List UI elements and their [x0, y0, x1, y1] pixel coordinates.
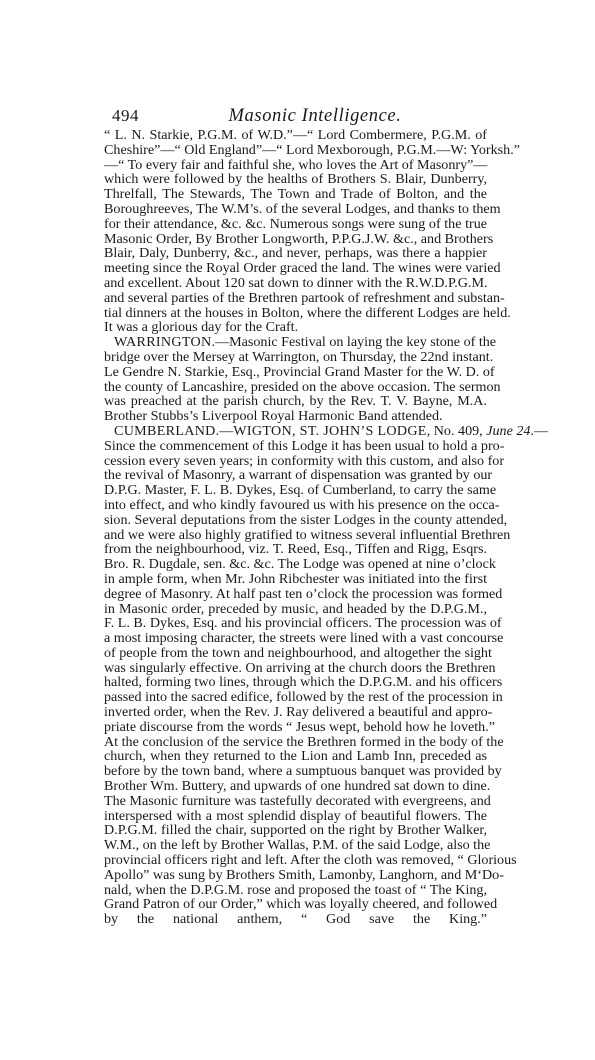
text-line: and excellent. About 120 sat down to dinner with the R.W.D.P.G.M.	[104, 274, 488, 291]
text-line: WARRINGTON.—Masonic Festival on laying the key stone of the	[114, 334, 497, 351]
styled-run: WIGTON, ST. JOHN’S LODGE	[233, 422, 427, 439]
text-line: degree of Masonry. At half past ten o’clock the procession was formed	[104, 585, 503, 602]
text-line: provincial officers right and left. After the cloth was removed, “ Glorious	[104, 852, 517, 869]
text-line: in ample form, when Mr. John Ribchester was initiated into the first	[104, 570, 487, 587]
text-line: W.M., on the left by Brother Wallas, P.M. of the said Lodge, also the	[104, 837, 491, 854]
text-line: It was a glorious day for the Craft.	[104, 319, 299, 336]
text-line: which were followed by the healths of Brothers S. Blair, Dunberry,	[104, 171, 487, 188]
text-line: Masonic Order, By Brother Longworth, P.P.G.J.W. &c., and Brothers	[104, 230, 494, 247]
text-line: and several parties of the Brethren partook of refreshment and substan-	[104, 289, 505, 306]
text-line: halted, forming two lines, through which the D.P.G.M. and his officers	[104, 674, 503, 691]
text-line: from the neighbourhood, viz. T. Reed, Esq., Tiffen and Rigg, Esqrs.	[104, 541, 487, 558]
text-line: D.P.G.M. filled the chair, supported on the right by Brother Walker,	[104, 822, 487, 839]
text-line: sion. Several deputations from the sister Lodges in the county attended,	[104, 511, 508, 528]
text-line: Grand Patron of our Order,” which was loyally cheered, and followed	[104, 896, 498, 913]
text-line: was singularly effective. On arriving at the church doors the Brethren	[104, 659, 496, 676]
styled-run: WARRINGTON	[114, 334, 212, 351]
text-line: church, when they returned to the Lion and Lamb Inn, preceded as	[104, 748, 487, 765]
text-line: Le Gendre N. Starkie, Esq., Provincial Grand Master for the W. D. of	[104, 363, 495, 380]
text-line: Bro. R. Dugdale, sen. &c. &c. The Lodge was opened at nine o’clock	[104, 556, 496, 573]
text-line: was preached at the parish church, by the Rev. T. V. Bayne, M.A.	[104, 393, 487, 410]
text-line: Apollo” was sung by Brothers Smith, Lamonby, Langhorn, and M‘Do-	[104, 866, 504, 883]
page-number: 494	[112, 106, 139, 125]
text-line: CUMBERLAND.—WIGTON, ST. JOHN’S LODGE, No. 409, June 24.—	[114, 422, 549, 439]
text-line: cession every seven years; in conformity with this custom, and also for	[104, 452, 505, 469]
text-line: inverted order, when the Rev. J. Ray delivered a beautiful and appro-	[104, 704, 493, 721]
text-line: meeting since the Royal Order graced the land. The wines were varied	[104, 260, 501, 277]
text-line: before by the town band, where a sumptuous banquet was provided by	[104, 763, 502, 780]
text-line: —“ To every fair and faithful she, who loves the Art of Masonry”—	[104, 156, 488, 173]
running-title: Masonic Intelligence.	[228, 106, 402, 126]
text-line: priate discourse from the words “ Jesus wept, behold how he loveth.”	[104, 718, 496, 735]
text-line: nald, when the D.P.G.M. rose and proposed the toast of “ The King,	[104, 881, 487, 898]
text-line: Blair, Daly, Dunberry, &c., and never, perhaps, was there a happier	[104, 245, 487, 262]
text-line: a most imposing character, the streets were lined with a vast concourse	[104, 630, 504, 647]
text-line: Since the commencement of this Lodge it has been usual to hold a pro-	[104, 437, 505, 454]
text-line: tial dinners at the houses in Bolton, where the different Lodges are held.	[104, 304, 511, 321]
text-line: Brother Wm. Buttery, and upwards of one hundred sat down to dine.	[104, 778, 491, 795]
text-line: of people from the town and neighbourhood, and altogether the sight	[104, 644, 492, 661]
text-line: The Masonic furniture was tastefully decorated with evergreens, and	[104, 792, 491, 809]
text-line: the revival of Masonry, a warrant of dispensation was granted by our	[104, 467, 493, 484]
text-line: F. L. B. Dykes, Esq. and his provincial officers. The procession was of	[104, 615, 502, 632]
text-line: D.P.G. Master, F. L. B. Dykes, Esq. of Cumberland, to carry the same	[104, 482, 497, 499]
text-line: bridge over the Mersey at Warrington, on Thursday, the 22nd instant.	[104, 348, 494, 365]
text-line: into effect, and who kindly favoured us with his presence on the occa-	[104, 496, 500, 513]
text-line: Threlfall, The Stewards, The Town and Trade of Bolton, and the	[104, 186, 487, 203]
text-line: by the national anthem, “ God save the King.”	[104, 911, 487, 928]
text-line: and we were also highly gratified to witness several influential Brethren	[104, 526, 511, 543]
styled-run: June 24	[486, 422, 531, 439]
text-line: Cheshire”—“ Old England”—“ Lord Mexborough, P.G.M.—W: Yorksh.”	[104, 141, 520, 158]
text-line: “ L. N. Starkie, P.G.M. of W.D.”—“ Lord Combermere, P.G.M. of	[104, 127, 487, 143]
text-line: for their attendance, &c. &c. Numerous songs were sung of the true	[104, 215, 487, 232]
text-line: Boroughreeves, The W.M’s. of the several Lodges, and thanks to them	[104, 200, 501, 217]
text-line: in Masonic order, preceded by music, and headed by the D.P.G.M.,	[104, 600, 487, 617]
styled-run: CUMBERLAND	[114, 422, 216, 439]
text-line: passed into the sacred edifice, followed by the rest of the procession in	[104, 689, 503, 706]
text-line: At the conclusion of the service the Brethren formed in the body of the	[104, 733, 504, 750]
text-line: interspersed with a most splendid display of beautiful flowers. The	[104, 807, 487, 824]
text-line: the county of Lancashire, presided on the above occasion. The sermon	[104, 378, 501, 395]
text-line: Brother Stubbs’s Liverpool Royal Harmonic Band attended.	[104, 408, 443, 425]
article-body	[104, 127, 549, 928]
